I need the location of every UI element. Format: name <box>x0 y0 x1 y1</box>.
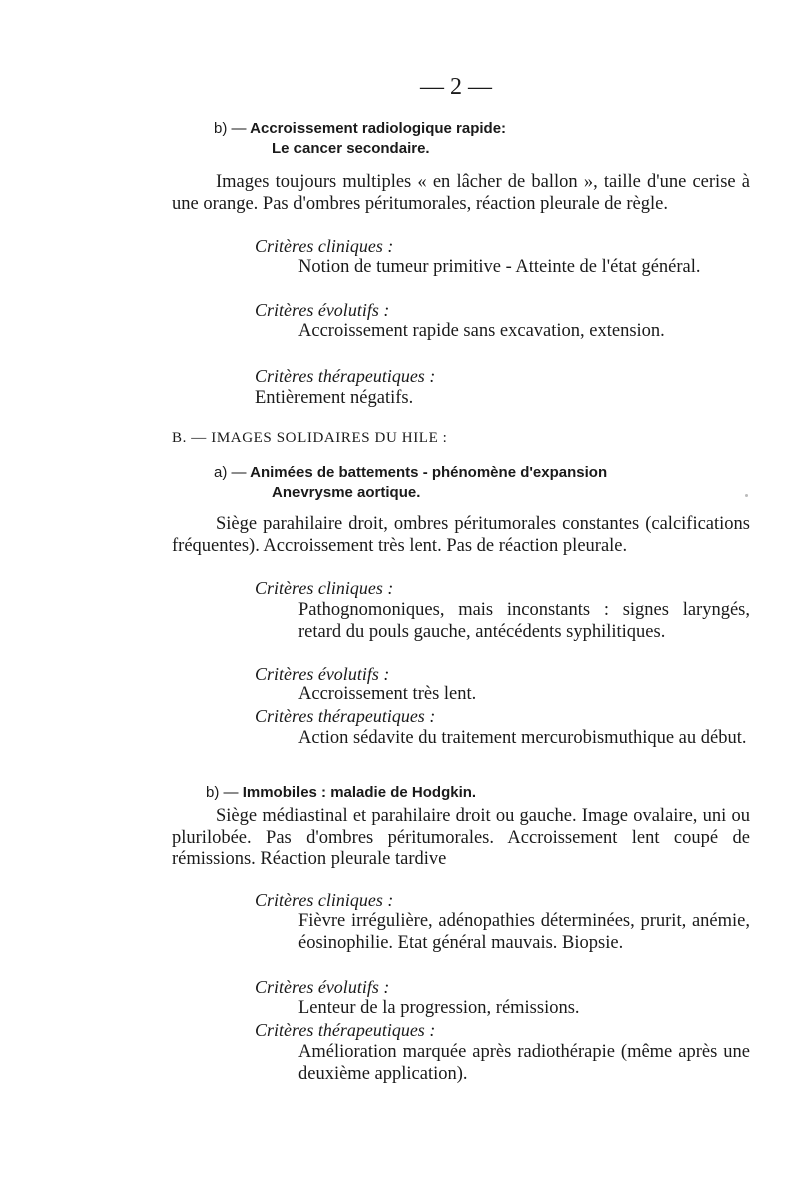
section-b2-critere-label: Critères cliniques : <box>255 890 394 910</box>
section-a-critere-label: Critères évolutifs : <box>255 664 390 684</box>
section-b1-critere-label: Critères cliniques : <box>255 236 394 256</box>
section-a-description-text: Siège parahilaire droit, ombres péritumorales constantes (calcifications fréquentes). Accroissement très lent. Pas de réaction pleurale. <box>172 514 750 556</box>
section-a-description <box>172 514 750 557</box>
section-a-critere-label: Critères cliniques : <box>255 578 394 598</box>
section-b2-title-line1: Immobiles : maladie de Hodgkin. <box>242 784 477 801</box>
section-b2-critere-label: Critères évolutifs : <box>255 977 390 997</box>
section-a-critere-text: Pathognomoniques, mais inconstants : signes laryngés, retard du pouls gauche, antécédents syphilitiques. <box>298 600 750 642</box>
section-b2-critere-text: Fièvre irrégulière, adénopathies déterminées, prurit, anémie, éosinophilie. Etat général mauvais. Biopsie. <box>298 911 750 953</box>
section-b2-critere-text: Lenteur de la progression, rémissions. <box>298 998 580 1018</box>
page-speck <box>745 494 748 497</box>
section-a-critere-text: Accroissement très lent. <box>298 684 477 704</box>
section-a-title-line2: Anevrysme aortique. <box>272 484 421 501</box>
section-b2-critere-text: Amélioration marquée après radiothérapie (même après une deuxième application). <box>298 1042 750 1084</box>
section-b2-description <box>172 806 750 871</box>
section-a-marker: a) — <box>214 464 247 481</box>
section-a-critere-label: Critères thérapeutiques : <box>255 706 436 726</box>
section-b1-critere-text: Entièrement négatifs. <box>255 388 414 408</box>
section-a-title <box>214 464 607 481</box>
section-b1-critere-label: Critères évolutifs : <box>255 300 390 320</box>
section-b1-title-line2: Le cancer secondaire. <box>272 140 430 157</box>
section-b1-critere-label: Critères thérapeutiques : <box>255 366 436 386</box>
page-number: — 2 — <box>420 74 492 100</box>
section-b1-critere-text: Accroissement rapide sans excavation, extension. <box>298 321 665 341</box>
section-b2-marker: b) — <box>206 784 239 801</box>
section-b2-title <box>206 784 476 801</box>
section-b1-description-text: Images toujours multiples « en lâcher de ballon », taille d'une cerise à une orange. Pas d'ombres péritumorales, réaction pleurale de règle. <box>172 172 750 214</box>
section-a-critere-text: Action sédavite du traitement mercurobismuthique au début. <box>298 728 747 748</box>
section-b1-critere-text: Notion de tumeur primitive - Atteinte de l'état général. <box>298 257 701 277</box>
section-b2-critere-label: Critères thérapeutiques : <box>255 1020 436 1040</box>
section-b1-description <box>172 172 750 215</box>
section-b1-title-line1: Accroissement radiologique rapide: <box>250 120 507 137</box>
section-b2-description-text: Siège médiastinal et parahilaire droit ou gauche. Image ovalaire, uni ou plurilobée. Pas d'ombres péritumorales. Accroissement lent coupé de rémissions. Réaction pleurale tardive <box>172 806 750 869</box>
section-a-title-line1: Animées de battements - phénomène d'expansion <box>250 464 608 481</box>
section-b1-marker: b) — <box>214 120 247 137</box>
section-b1-title <box>214 120 506 137</box>
section-B-heading: B. — IMAGES SOLIDAIRES DU HILE : <box>172 430 448 446</box>
